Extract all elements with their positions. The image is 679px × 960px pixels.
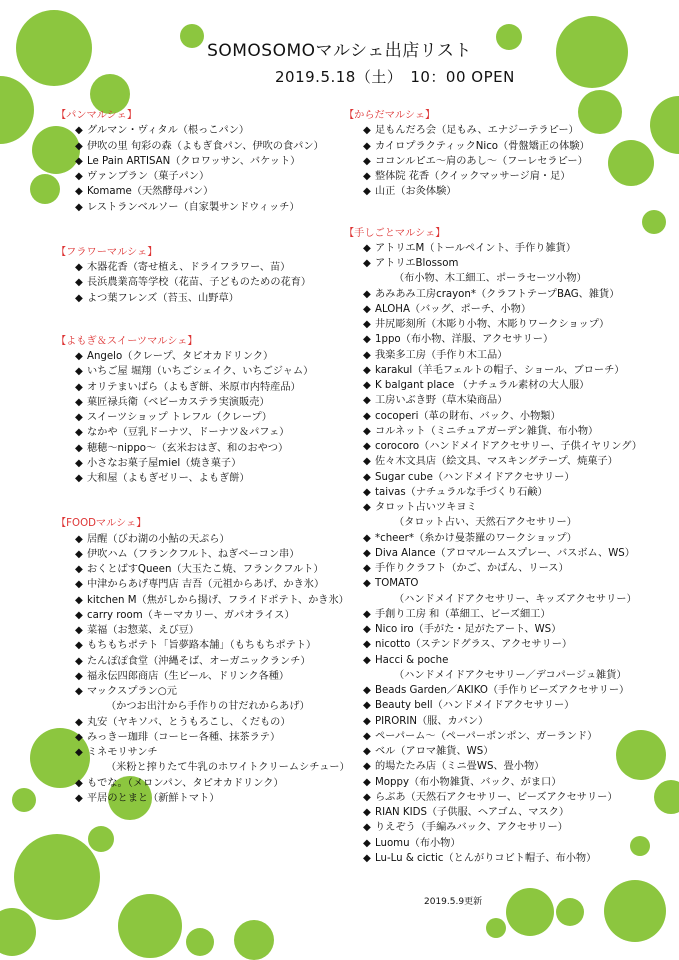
section-title: 【からだマルシェ】 bbox=[344, 110, 436, 121]
vendor-name: りえぞう（手編みバック、アクセサリー） bbox=[375, 822, 568, 834]
bullet-icon: ◆ bbox=[363, 242, 371, 254]
vendor-name: 手作りクラフト（かご、かばん、リース） bbox=[375, 563, 569, 574]
decor-circle bbox=[0, 908, 36, 956]
list-item bbox=[56, 139, 350, 154]
decor-circle bbox=[186, 928, 214, 956]
vendor-name: おくとばすQueen（大玉たこ焼、フランクフルト） bbox=[87, 564, 324, 575]
vendor-name: もでな。（メロンパン、タピオカドリンク） bbox=[87, 777, 284, 789]
list-item bbox=[344, 759, 642, 774]
bullet-icon: ◆ bbox=[75, 655, 83, 667]
vendor-name: Lu-Lu & cictic（とんがりコビト帽子、布小物） bbox=[375, 852, 597, 864]
list-item bbox=[56, 791, 350, 806]
bullet-icon: ◆ bbox=[75, 171, 83, 182]
bullet-icon: ◆ bbox=[363, 258, 371, 269]
vendor-name: Luomu（布小物） bbox=[375, 837, 461, 849]
vendor-name: アトリエBlossom bbox=[375, 258, 459, 269]
list-item bbox=[56, 260, 350, 275]
bullet-icon: ◆ bbox=[75, 579, 83, 591]
section-craft bbox=[344, 226, 642, 867]
list-item bbox=[56, 638, 350, 653]
item-note: （ハンドメイドアクセサリー／デコパージュ雑貨） bbox=[394, 669, 627, 681]
bullet-icon: ◆ bbox=[75, 594, 83, 606]
vendor-name: Diva Alance（アロマルームスプレー、バスボム、WS） bbox=[375, 547, 635, 559]
bullet-icon: ◆ bbox=[363, 776, 371, 788]
list-item bbox=[344, 154, 642, 169]
list-item bbox=[344, 123, 642, 138]
list-item bbox=[344, 714, 642, 729]
vendor-name: 小さなお菓子屋miel（焼き菓子） bbox=[87, 457, 242, 469]
vendor-name: ミネモリサンチ bbox=[87, 747, 158, 758]
bullet-icon: ◆ bbox=[75, 381, 83, 393]
decor-circle bbox=[118, 894, 182, 958]
decor-circle bbox=[604, 880, 666, 942]
vendor-name: コルネット（ミニチュアガーデン雑貨、布小物） bbox=[375, 425, 599, 437]
bullet-icon: ◆ bbox=[363, 364, 371, 376]
vendor-name: ベル（アロマ雑貨、WS） bbox=[375, 746, 494, 757]
event-date: 2019.5.18（土） 10：00 OPEN bbox=[275, 68, 515, 86]
bullet-icon: ◆ bbox=[75, 686, 83, 697]
vendor-name: taivas（ナチュラルな手づくり石鹸） bbox=[375, 486, 548, 498]
bullet-icon: ◆ bbox=[363, 654, 371, 666]
vendor-name: Beauty bell（ハンドメイドアクセサリー） bbox=[375, 700, 575, 712]
vendor-name: ペーパーム〜（ペーパーポンポン、ガーランド） bbox=[375, 730, 598, 742]
vendor-name: もちもちポテト「旨夢路本舗」（もちもちポテト） bbox=[87, 640, 317, 652]
list-item bbox=[344, 184, 642, 199]
vendor-name: ヴァンブラン（菓子パン） bbox=[87, 171, 210, 182]
list-item bbox=[56, 154, 350, 169]
vendor-name: 工房いぶき野（草木染商品） bbox=[375, 395, 508, 407]
decor-circle bbox=[234, 920, 274, 960]
vendor-name: 伊吹ハム（フランクフルト、ねぎベーコン串） bbox=[87, 548, 300, 560]
vendor-name: 菓匠禄兵衛（ベビーカステラ実演販売） bbox=[87, 396, 270, 408]
bullet-icon: ◆ bbox=[363, 746, 371, 757]
vendor-name: たんぽぽ食堂（沖縄そば、オーガニックランチ） bbox=[87, 655, 311, 667]
list-item bbox=[56, 562, 350, 577]
vendor-name: カイロプラクティックNico（骨盤矯正の体験） bbox=[375, 140, 590, 152]
vendor-name: 木器花香（寄せ植え、ドライフラワー、苗） bbox=[87, 262, 291, 273]
bullet-icon: ◆ bbox=[75, 412, 83, 423]
list-item bbox=[344, 500, 642, 515]
list-item bbox=[344, 332, 642, 347]
list-item bbox=[344, 378, 642, 393]
list-item bbox=[344, 393, 642, 408]
item-note: （かつお出汁から手作りの甘だれからあげ） bbox=[106, 701, 310, 713]
bullet-icon: ◆ bbox=[363, 807, 371, 818]
list-item bbox=[344, 256, 642, 271]
vendor-name: らぶあ（天然石アクセサリー、ビーズアクセサリー） bbox=[375, 791, 618, 803]
bullet-icon: ◆ bbox=[75, 396, 83, 408]
vendor-name: PIRORIN（服、カバン） bbox=[375, 715, 489, 727]
list-item bbox=[56, 123, 350, 138]
bullet-icon: ◆ bbox=[363, 547, 371, 559]
decor-circle bbox=[88, 826, 114, 852]
vendor-name: TOMATO bbox=[375, 578, 419, 590]
list-item bbox=[56, 684, 350, 699]
bullet-icon: ◆ bbox=[363, 395, 371, 407]
vendor-name: *cheer*（糸かけ曼荼羅のワークショップ） bbox=[375, 532, 577, 544]
bullet-icon: ◆ bbox=[75, 186, 83, 198]
bullet-icon: ◆ bbox=[75, 427, 83, 439]
list-item bbox=[56, 169, 350, 184]
bullet-icon: ◆ bbox=[363, 761, 371, 773]
bullet-icon: ◆ bbox=[363, 456, 371, 468]
bullet-icon: ◆ bbox=[363, 471, 371, 483]
vendor-name: 我楽多工房（手作り木工品） bbox=[375, 349, 508, 361]
list-item bbox=[56, 395, 350, 410]
vendor-name: あみあみ工房crayon*（クラフトテープBAG、雑貨） bbox=[375, 288, 620, 300]
vendor-name: レストランベルソー（自家製サンドウィッチ） bbox=[87, 201, 300, 213]
bullet-icon: ◆ bbox=[75, 564, 83, 575]
bullet-icon: ◆ bbox=[75, 548, 83, 560]
list-item bbox=[344, 607, 642, 622]
list-item bbox=[344, 775, 642, 790]
bullet-icon: ◆ bbox=[363, 140, 371, 152]
list-item bbox=[56, 547, 350, 562]
bullet-icon: ◆ bbox=[363, 791, 371, 803]
section-title: 【パンマルシェ】 bbox=[56, 110, 138, 121]
list-item bbox=[56, 654, 350, 669]
vendor-name: 穂穂〜nippo〜（玄米おはぎ、和のおやつ） bbox=[87, 442, 289, 454]
section-flower bbox=[56, 245, 350, 306]
vendor-name: 山正（お灸体験） bbox=[375, 186, 457, 198]
vendor-name: 大和屋（よもぎゼリー、よもぎ餅） bbox=[87, 473, 250, 484]
bullet-icon: ◆ bbox=[75, 351, 83, 362]
bullet-icon: ◆ bbox=[75, 473, 83, 484]
item-note: （ハンドメイドアクセサリー、キッズアクセサリー） bbox=[394, 593, 637, 605]
vendor-name: アトリエM（トールペイント、手作り雑貨） bbox=[375, 242, 577, 254]
bullet-icon: ◆ bbox=[75, 366, 83, 378]
bullet-icon: ◆ bbox=[363, 639, 371, 651]
list-item bbox=[56, 669, 350, 684]
bullet-icon: ◆ bbox=[363, 685, 371, 696]
vendor-name: 整体院 花香（クイックマッサージ肩・足） bbox=[375, 171, 571, 182]
vendor-name: 手創り工房 和（革細工、ビーズ細工） bbox=[375, 608, 551, 620]
list-item bbox=[344, 851, 642, 866]
vendor-name: Sugar cube（ハンドメイドアクセサリー） bbox=[375, 471, 575, 483]
vendor-name: Beads Garden／AKIKO（手作りビーズアクセサリー） bbox=[375, 685, 630, 696]
bullet-icon: ◆ bbox=[75, 140, 83, 152]
bullet-icon: ◆ bbox=[363, 486, 371, 498]
bullet-icon: ◆ bbox=[75, 125, 83, 137]
list-item bbox=[344, 317, 642, 332]
bullet-icon: ◆ bbox=[363, 441, 371, 452]
bullet-icon: ◆ bbox=[363, 822, 371, 834]
vendor-name: carry room（キーマカリー、ガパオライス） bbox=[87, 609, 295, 621]
bullet-icon: ◆ bbox=[363, 288, 371, 300]
list-item bbox=[56, 425, 350, 440]
bullet-icon: ◆ bbox=[75, 277, 83, 289]
decor-circle bbox=[556, 898, 584, 926]
list-item bbox=[344, 241, 642, 256]
bullet-icon: ◆ bbox=[363, 303, 371, 315]
bullet-icon: ◆ bbox=[363, 563, 371, 574]
vendor-name: 1ppo（布小物、洋服、アクセサリー） bbox=[375, 334, 554, 346]
vendor-name: 丸安（ヤキソバ、とうもろこし、くだもの） bbox=[87, 716, 291, 728]
list-item bbox=[56, 471, 350, 486]
bullet-icon: ◆ bbox=[75, 640, 83, 652]
bullet-icon: ◆ bbox=[75, 716, 83, 728]
list-item bbox=[56, 291, 350, 306]
list-item bbox=[56, 532, 350, 547]
vendor-name: スイーツショップ トレフル（クレープ） bbox=[87, 412, 272, 423]
bullet-icon: ◆ bbox=[363, 608, 371, 620]
vendor-name: 長浜農業高等学校（花苗、子どものための花育） bbox=[87, 277, 312, 289]
list-item bbox=[56, 441, 350, 456]
list-item bbox=[56, 776, 350, 791]
bullet-icon: ◆ bbox=[363, 730, 371, 742]
list-item bbox=[344, 683, 642, 698]
list-item bbox=[344, 454, 642, 469]
list-item bbox=[56, 577, 350, 592]
decor-circle bbox=[12, 788, 36, 812]
vendor-name: 居醒（びわ湖の小鮎の天ぷら） bbox=[87, 533, 230, 545]
vendor-name: グルマン・ヴィタル（根っこパン） bbox=[87, 125, 250, 137]
list-item bbox=[344, 561, 642, 576]
section-body bbox=[344, 108, 642, 200]
vendor-name: いちご屋 堀翔（いちごシェイク、いちごジャム） bbox=[87, 366, 314, 378]
bullet-icon: ◆ bbox=[363, 624, 371, 635]
list-item bbox=[344, 439, 642, 454]
list-item bbox=[344, 744, 642, 759]
vendor-name: 足もんだろ会（足もみ、エナジーテラピー） bbox=[375, 125, 579, 137]
list-item bbox=[56, 275, 350, 290]
list-item bbox=[344, 424, 642, 439]
list-item bbox=[344, 790, 642, 805]
list-item bbox=[344, 622, 642, 637]
vendor-name: Angelo（クレープ、タピオカドリンク） bbox=[87, 351, 274, 362]
vendor-name: 中津からあげ専門店 吉吾（元祖からあげ、かき氷） bbox=[87, 579, 325, 591]
bullet-icon: ◆ bbox=[363, 349, 371, 361]
bullet-icon: ◆ bbox=[75, 533, 83, 545]
vendor-name: RIAN KIDS（子供服、ヘアゴム、マスク） bbox=[375, 807, 570, 818]
bullet-icon: ◆ bbox=[363, 715, 371, 727]
vendor-name: 伊吹の里 旬彩の森（よもぎ食パン、伊吹の食パン） bbox=[87, 140, 324, 152]
bullet-icon: ◆ bbox=[363, 700, 371, 712]
bullet-icon: ◆ bbox=[75, 457, 83, 469]
list-item bbox=[56, 349, 350, 364]
list-item bbox=[344, 531, 642, 546]
list-item bbox=[344, 698, 642, 713]
decor-circle bbox=[654, 780, 679, 814]
vendor-name: corocoro（ハンドメイドアクセサリー、子供イヤリング） bbox=[375, 441, 642, 452]
vendor-name: Komame（天然酵母パン） bbox=[87, 186, 214, 198]
vendor-name: K balgant place （ナチュラル素材の大人服） bbox=[375, 380, 590, 391]
list-item bbox=[56, 730, 350, 745]
list-item bbox=[344, 348, 642, 363]
bullet-icon: ◆ bbox=[363, 578, 371, 590]
list-item bbox=[344, 302, 642, 317]
vendor-name: オリテまいばら（よもぎ餅、米原市内特産品） bbox=[87, 381, 301, 393]
bullet-icon: ◆ bbox=[75, 262, 83, 273]
vendor-name: よつ葉フレンズ（苔玉、山野草） bbox=[87, 292, 239, 304]
section-sweets bbox=[56, 334, 350, 487]
bullet-icon: ◆ bbox=[75, 731, 83, 743]
bullet-icon: ◆ bbox=[363, 502, 371, 513]
vendor-name: 福永伝四郎商店（生ビール、ドリンク各種） bbox=[87, 670, 290, 682]
vendor-name: Nico iro（手がた・足がたアート、WS） bbox=[375, 624, 562, 635]
bullet-icon: ◆ bbox=[363, 425, 371, 437]
bullet-icon: ◆ bbox=[75, 155, 83, 167]
bullet-icon: ◆ bbox=[75, 201, 83, 213]
list-item bbox=[56, 745, 350, 760]
list-item bbox=[344, 805, 642, 820]
vendor-name: karakul（羊毛フェルトの帽子、ショール、ブローチ） bbox=[375, 364, 625, 376]
list-item bbox=[344, 409, 642, 424]
vendor-name: nicotto（ステンドグラス、アクセサリー） bbox=[375, 639, 573, 651]
vendor-name: Hacci & poche bbox=[375, 654, 449, 666]
vendor-name: Le Pain ARTISAN（クロワッサン、バケット） bbox=[87, 155, 301, 167]
bullet-icon: ◆ bbox=[363, 186, 371, 198]
bullet-icon: ◆ bbox=[363, 837, 371, 849]
bullet-icon: ◆ bbox=[363, 171, 371, 182]
section-pan bbox=[56, 108, 350, 215]
list-item bbox=[344, 169, 642, 184]
vendor-name: なかや（豆乳ドーナツ、ドーナツ＆パフェ） bbox=[87, 427, 290, 439]
list-item bbox=[56, 184, 350, 199]
list-item bbox=[344, 139, 642, 154]
section-title: 【よもぎ＆スイーツマルシェ】 bbox=[56, 335, 198, 347]
bullet-icon: ◆ bbox=[363, 319, 371, 330]
right-column bbox=[344, 108, 642, 866]
list-item bbox=[344, 485, 642, 500]
vendor-name: ALOHA（バッグ、ポーチ、小物） bbox=[375, 303, 532, 315]
list-item bbox=[344, 576, 642, 591]
decor-circle bbox=[14, 834, 100, 920]
list-item bbox=[344, 637, 642, 652]
bullet-icon: ◆ bbox=[75, 442, 83, 454]
bullet-icon: ◆ bbox=[75, 792, 83, 804]
vendor-name: kitchen M（焦がしから揚げ、フライドポテト、かき氷） bbox=[87, 594, 349, 606]
bullet-icon: ◆ bbox=[363, 852, 371, 864]
bullet-icon: ◆ bbox=[75, 625, 83, 636]
list-item bbox=[56, 623, 350, 638]
list-item bbox=[56, 200, 350, 215]
list-item bbox=[56, 410, 350, 425]
list-item bbox=[56, 715, 350, 730]
section-title: 【FOODマルシェ】 bbox=[56, 518, 147, 530]
section-food bbox=[56, 516, 350, 806]
decor-circle bbox=[642, 210, 666, 234]
bullet-icon: ◆ bbox=[75, 747, 83, 758]
vendor-name: みっきー珈琲（コーヒー各種、抹茶ラテ） bbox=[87, 731, 281, 743]
list-item bbox=[56, 593, 350, 608]
item-note: （米粉と搾りたて牛乳のホワイトクリームシチュー） bbox=[106, 762, 350, 774]
bullet-icon: ◆ bbox=[363, 155, 371, 167]
list-item bbox=[56, 456, 350, 471]
bullet-icon: ◆ bbox=[363, 532, 371, 544]
vendor-name: マックスプラン○元 bbox=[87, 686, 177, 697]
section-title: 【フラワーマルシェ】 bbox=[56, 246, 158, 258]
bullet-icon: ◆ bbox=[363, 410, 371, 422]
list-item bbox=[344, 287, 642, 302]
vendor-name: ココンルピエ〜肩のあし〜（フーレセラピー） bbox=[375, 155, 588, 167]
vendor-name: 平居のとまと（新鮮トマト） bbox=[87, 792, 220, 804]
bullet-icon: ◆ bbox=[75, 777, 83, 789]
decor-circle bbox=[0, 76, 34, 144]
updated-date: 2019.5.9更新 bbox=[424, 897, 483, 907]
decor-circle bbox=[486, 918, 506, 938]
bullet-icon: ◆ bbox=[75, 292, 83, 304]
vendor-name: 的場たたみ店（ミニ畳WS、畳小物） bbox=[375, 761, 545, 773]
bullet-icon: ◆ bbox=[363, 380, 371, 391]
vendor-name: 佐々木文具店（絵文具、マスキングテープ、焼菓子） bbox=[375, 456, 618, 468]
list-item bbox=[344, 363, 642, 378]
list-item bbox=[344, 546, 642, 561]
vendor-name: 菜福（お惣菜、えび豆） bbox=[87, 625, 200, 636]
vendor-name: 井尻彫刻所（木彫り小物、木彫りワークショップ） bbox=[375, 319, 610, 330]
decor-circle bbox=[650, 96, 679, 154]
page-title: SOMOSOMOマルシェ出店リスト bbox=[207, 41, 472, 61]
list-item bbox=[56, 608, 350, 623]
vendor-name: Moppy（布小物雑貨、バック、がま口） bbox=[375, 776, 562, 788]
bullet-icon: ◆ bbox=[75, 670, 83, 682]
list-item bbox=[344, 836, 642, 851]
list-item bbox=[344, 729, 642, 744]
bullet-icon: ◆ bbox=[75, 609, 83, 621]
item-note: （タロット占い、天然石アクセサリー） bbox=[394, 517, 577, 529]
item-note: （布小物、木工細工、ポーラセーツ小物） bbox=[394, 273, 587, 285]
list-item bbox=[344, 653, 642, 668]
vendor-name: タロット占いツキヨミ bbox=[375, 502, 477, 513]
section-title: 【手しごとマルシェ】 bbox=[344, 227, 446, 239]
left-column bbox=[56, 108, 350, 806]
bullet-icon: ◆ bbox=[363, 334, 371, 346]
bullet-icon: ◆ bbox=[363, 125, 371, 137]
decor-circle bbox=[506, 888, 554, 936]
list-item bbox=[56, 364, 350, 379]
list-item bbox=[344, 820, 642, 835]
list-item bbox=[344, 470, 642, 485]
list-item bbox=[56, 380, 350, 395]
vendor-name: cocoperi（革の財布、バック、小物類） bbox=[375, 410, 561, 422]
